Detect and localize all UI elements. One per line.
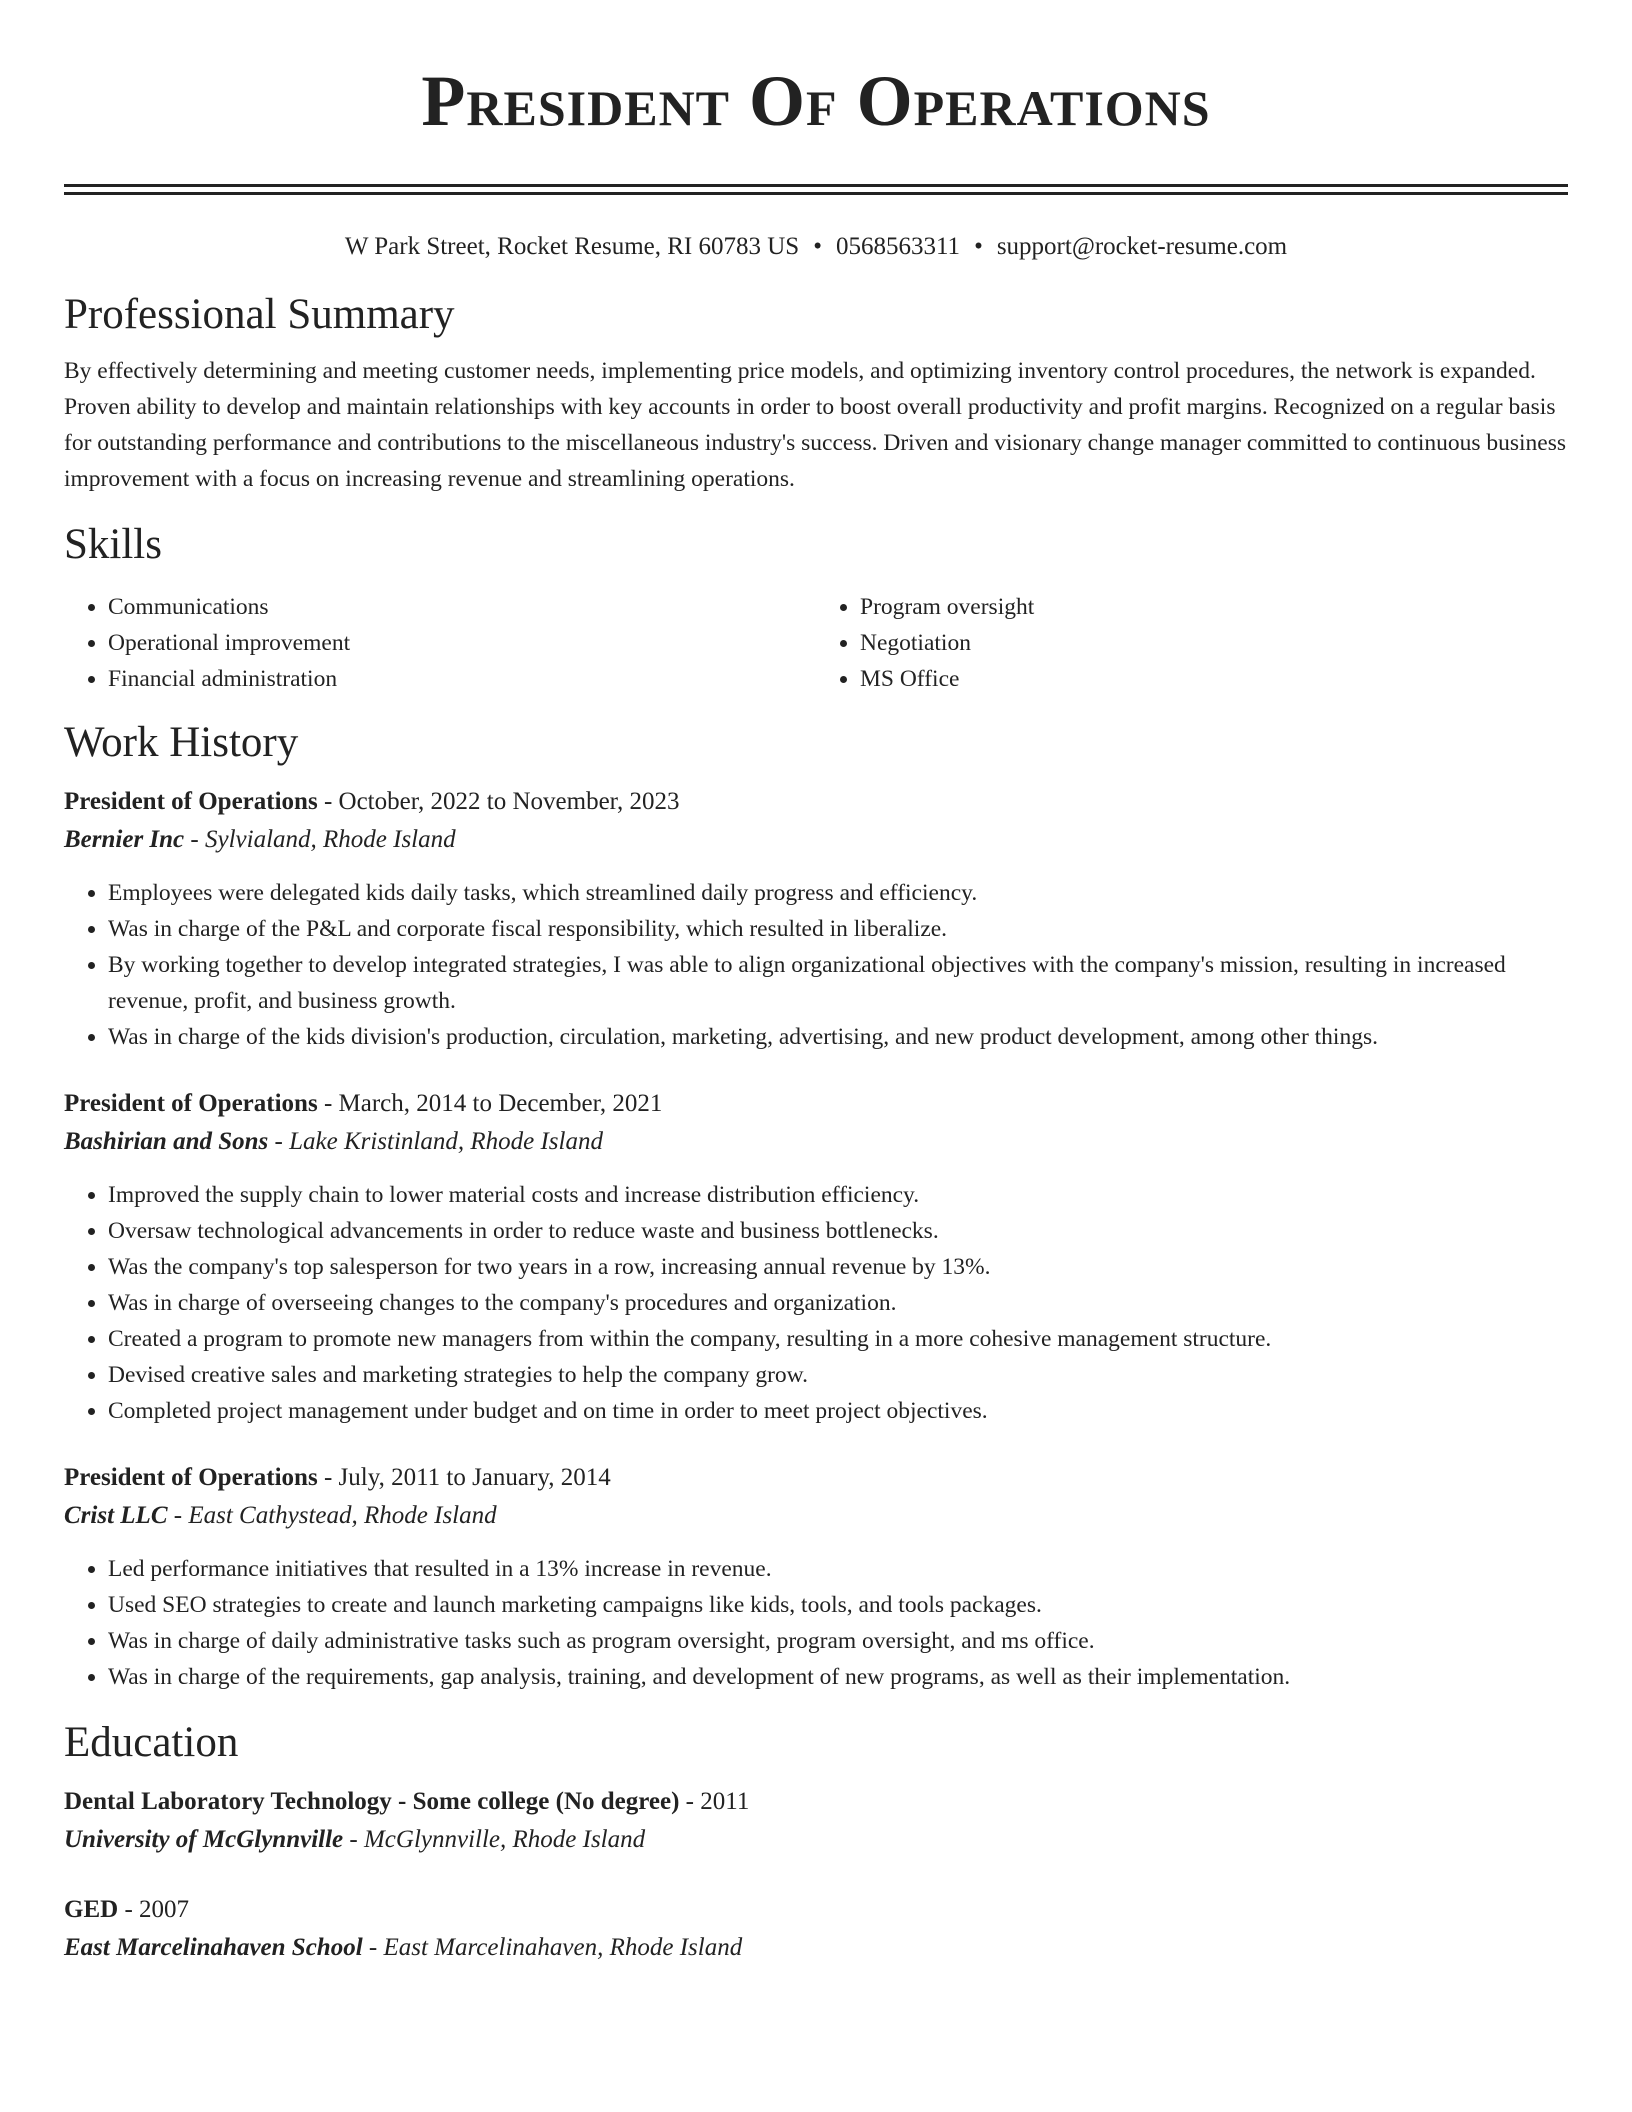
job-bullets	[64, 1551, 1568, 1695]
job-entry	[64, 1085, 1568, 1429]
job-dates: - March, 2014 to December, 2021	[317, 1090, 663, 1117]
contact-line	[64, 231, 1568, 263]
contact-email: support@rocket-resume.com	[996, 233, 1288, 260]
job-company: Bashirian and Sons	[64, 1128, 269, 1155]
job-bullets	[64, 875, 1568, 1055]
job-bullet: • Was in charge of daily administrative tasks such as program oversight, program oversight, and ms office.	[108, 1623, 1568, 1659]
contact-separator: •	[813, 233, 822, 260]
summary-text: By effectively determining and meeting customer needs, implementing price models, and optimizing inventory control procedures, the network is expanded. Proven ability to develop and maintain relationships with key accounts in order to boost overall productivity and profit margins. Recognized on a regular basis for outstanding performance and contributions to the miscellaneous industry's success. Driven and visionary change manager committed to continuous business improvement with a focus on increasing revenue and streamlining operations.	[64, 358, 1567, 492]
skills-heading: Skills	[64, 521, 162, 568]
education-location: - McGlynnville, Rhode Island	[343, 1826, 646, 1853]
education-entry	[64, 1891, 1568, 1967]
education-degree: GED	[64, 1896, 119, 1923]
summary-heading: Professional Summary	[64, 291, 455, 338]
job-bullets	[64, 1177, 1568, 1429]
skill-item: • Negotiation	[860, 625, 1568, 661]
job-location: - Lake Kristinland, Rhode Island	[268, 1128, 603, 1155]
job-company: Crist LLC	[64, 1502, 168, 1529]
job-title: President of Operations	[64, 1464, 318, 1491]
skill-item: • MS Office	[860, 661, 1568, 697]
job-company: Bernier Inc	[64, 826, 185, 853]
job-bullet: • Led performance initiatives that resulted in a 13% increase in revenue.	[108, 1551, 1568, 1587]
skill-item: • Program oversight	[860, 589, 1568, 625]
contact-address: W Park Street, Rocket Resume, RI 60783 US	[344, 233, 800, 260]
job-bullet: • Improved the supply chain to lower material costs and increase distribution efficiency.	[108, 1177, 1568, 1213]
education-school: East Marcelinahaven School	[64, 1934, 363, 1961]
education-entry	[64, 1783, 1568, 1859]
job-bullet: • Devised creative sales and marketing strategies to help the company grow.	[108, 1357, 1568, 1393]
education-degree-line	[64, 1891, 1568, 1929]
job-dates: - July, 2011 to January, 2014	[317, 1464, 611, 1491]
job-bullet: • Was in charge of the P&L and corporate fiscal responsibility, which resulted in liberalize.	[108, 911, 1568, 947]
job-header	[64, 1085, 1568, 1123]
education-school: University of McGlynnville	[64, 1826, 344, 1853]
work-history-heading: Work History	[64, 719, 299, 766]
job-bullet: • Was in charge of the kids division's production, circulation, marketing, advertising, and new product development, among other things.	[108, 1019, 1568, 1055]
skills-column-left	[64, 589, 816, 697]
contact-phone: 0568563311	[835, 233, 961, 260]
job-bullet: • Used SEO strategies to create and launch marketing campaigns like kids, tools, and tools packages.	[108, 1587, 1568, 1623]
work-history-section	[64, 717, 1568, 1695]
education-school-line	[64, 1821, 1568, 1859]
education-year: - 2007	[118, 1896, 190, 1923]
job-entry	[64, 1459, 1568, 1695]
job-bullet: • Oversaw technological advancements in order to reduce waste and business bottlenecks.	[108, 1213, 1568, 1249]
job-bullet: • Completed project management under budget and on time in order to meet project objectives.	[108, 1393, 1568, 1429]
job-bullet: • Was the company's top salesperson for two years in a row, increasing annual revenue by 13%.	[108, 1249, 1568, 1285]
education-degree: Dental Laboratory Technology - Some college (No degree)	[64, 1788, 680, 1815]
resume-title: President Of Operations	[421, 61, 1211, 141]
summary-section	[64, 289, 1568, 497]
skill-item: • Communications	[108, 589, 816, 625]
education-location: - East Marcelinahaven, Rhode Island	[362, 1934, 743, 1961]
job-employer	[64, 1123, 1568, 1161]
job-bullet: • By working together to develop integrated strategies, I was able to align organizational objectives with the company's mission, resulting in increased revenue, profit, and business growth.	[108, 947, 1568, 1019]
title-divider	[64, 184, 1568, 195]
education-year: - 2011	[679, 1788, 750, 1815]
contact-separator: •	[974, 233, 983, 260]
education-heading: Education	[64, 1719, 239, 1766]
job-bullet: • Was in charge of the requirements, gap analysis, training, and development of new programs, as well as their implementation.	[108, 1659, 1568, 1695]
education-school-line	[64, 1929, 1568, 1967]
job-entry	[64, 783, 1568, 1055]
job-title: President of Operations	[64, 788, 318, 815]
skills-column-right	[816, 589, 1568, 697]
job-header	[64, 783, 1568, 821]
education-degree-line	[64, 1783, 1568, 1821]
skill-item: • Operational improvement	[108, 625, 816, 661]
job-dates: - October, 2022 to November, 2023	[317, 788, 680, 815]
job-employer	[64, 1497, 1568, 1535]
job-bullet: • Employees were delegated kids daily tasks, which streamlined daily progress and efficiency.	[108, 875, 1568, 911]
skill-item: • Financial administration	[108, 661, 816, 697]
job-employer	[64, 821, 1568, 859]
skills-columns	[64, 589, 1568, 697]
job-header	[64, 1459, 1568, 1497]
job-bullet: • Created a program to promote new managers from within the company, resulting in a more cohesive management structure.	[108, 1321, 1568, 1357]
skills-section	[64, 519, 1568, 697]
job-location: - Sylvialand, Rhode Island	[184, 826, 456, 853]
job-bullet: • Was in charge of overseeing changes to the company's procedures and organization.	[108, 1285, 1568, 1321]
job-location: - East Cathystead, Rhode Island	[167, 1502, 497, 1529]
education-section	[64, 1717, 1568, 1967]
job-title: President of Operations	[64, 1090, 318, 1117]
